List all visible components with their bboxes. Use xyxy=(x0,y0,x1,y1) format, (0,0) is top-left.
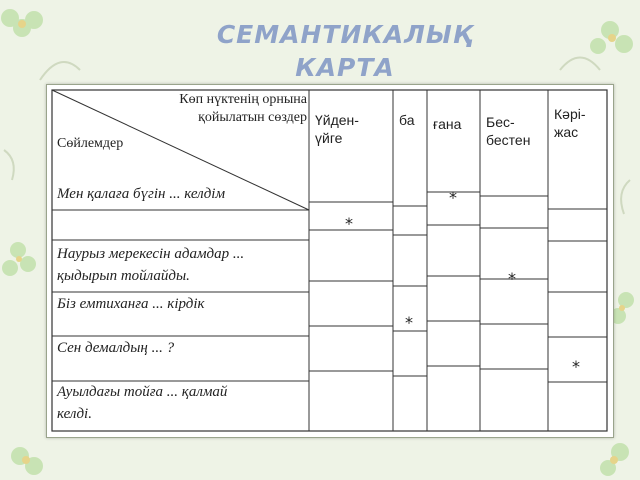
sentence-row-5: Ауылдағы тойға ... қалмай келді. xyxy=(57,384,228,422)
row-2-mark: * xyxy=(345,214,353,233)
sentence-row-2: Наурыз мерекесін адамдар ... қыдырып тойлайды. xyxy=(57,246,245,284)
sentence-row-3: Біз емтиханға ... кірдік xyxy=(57,296,205,312)
row-1-mark: * xyxy=(449,188,457,207)
column-header-bes-besten: Бес-бестен xyxy=(486,114,531,148)
column-header-kari-zhas: Кәрі-жас xyxy=(554,106,586,140)
sentence-row-1: Мен қалаға бүгін ... келдім xyxy=(57,186,226,202)
sentence-row-4: Сен демалдың ... ? xyxy=(57,340,175,356)
row-3-mark: * xyxy=(508,269,516,288)
semantic-map-table xyxy=(46,84,614,438)
slide-title: СЕМАНТИКАЛЫҚ КАРТА xyxy=(216,20,474,82)
row-5-mark: * xyxy=(572,357,580,376)
header-sentences-label: Сөйлемдер xyxy=(57,136,124,151)
row-4-mark: * xyxy=(405,313,413,332)
column-header-uiden-uige: Үйден-үйге xyxy=(315,112,359,146)
column-header-ba: ба xyxy=(399,112,415,128)
header-words-label: Көп нүктенің орнына қойылатын сөздер xyxy=(179,92,307,125)
column-header-gana: ғана xyxy=(433,116,462,132)
